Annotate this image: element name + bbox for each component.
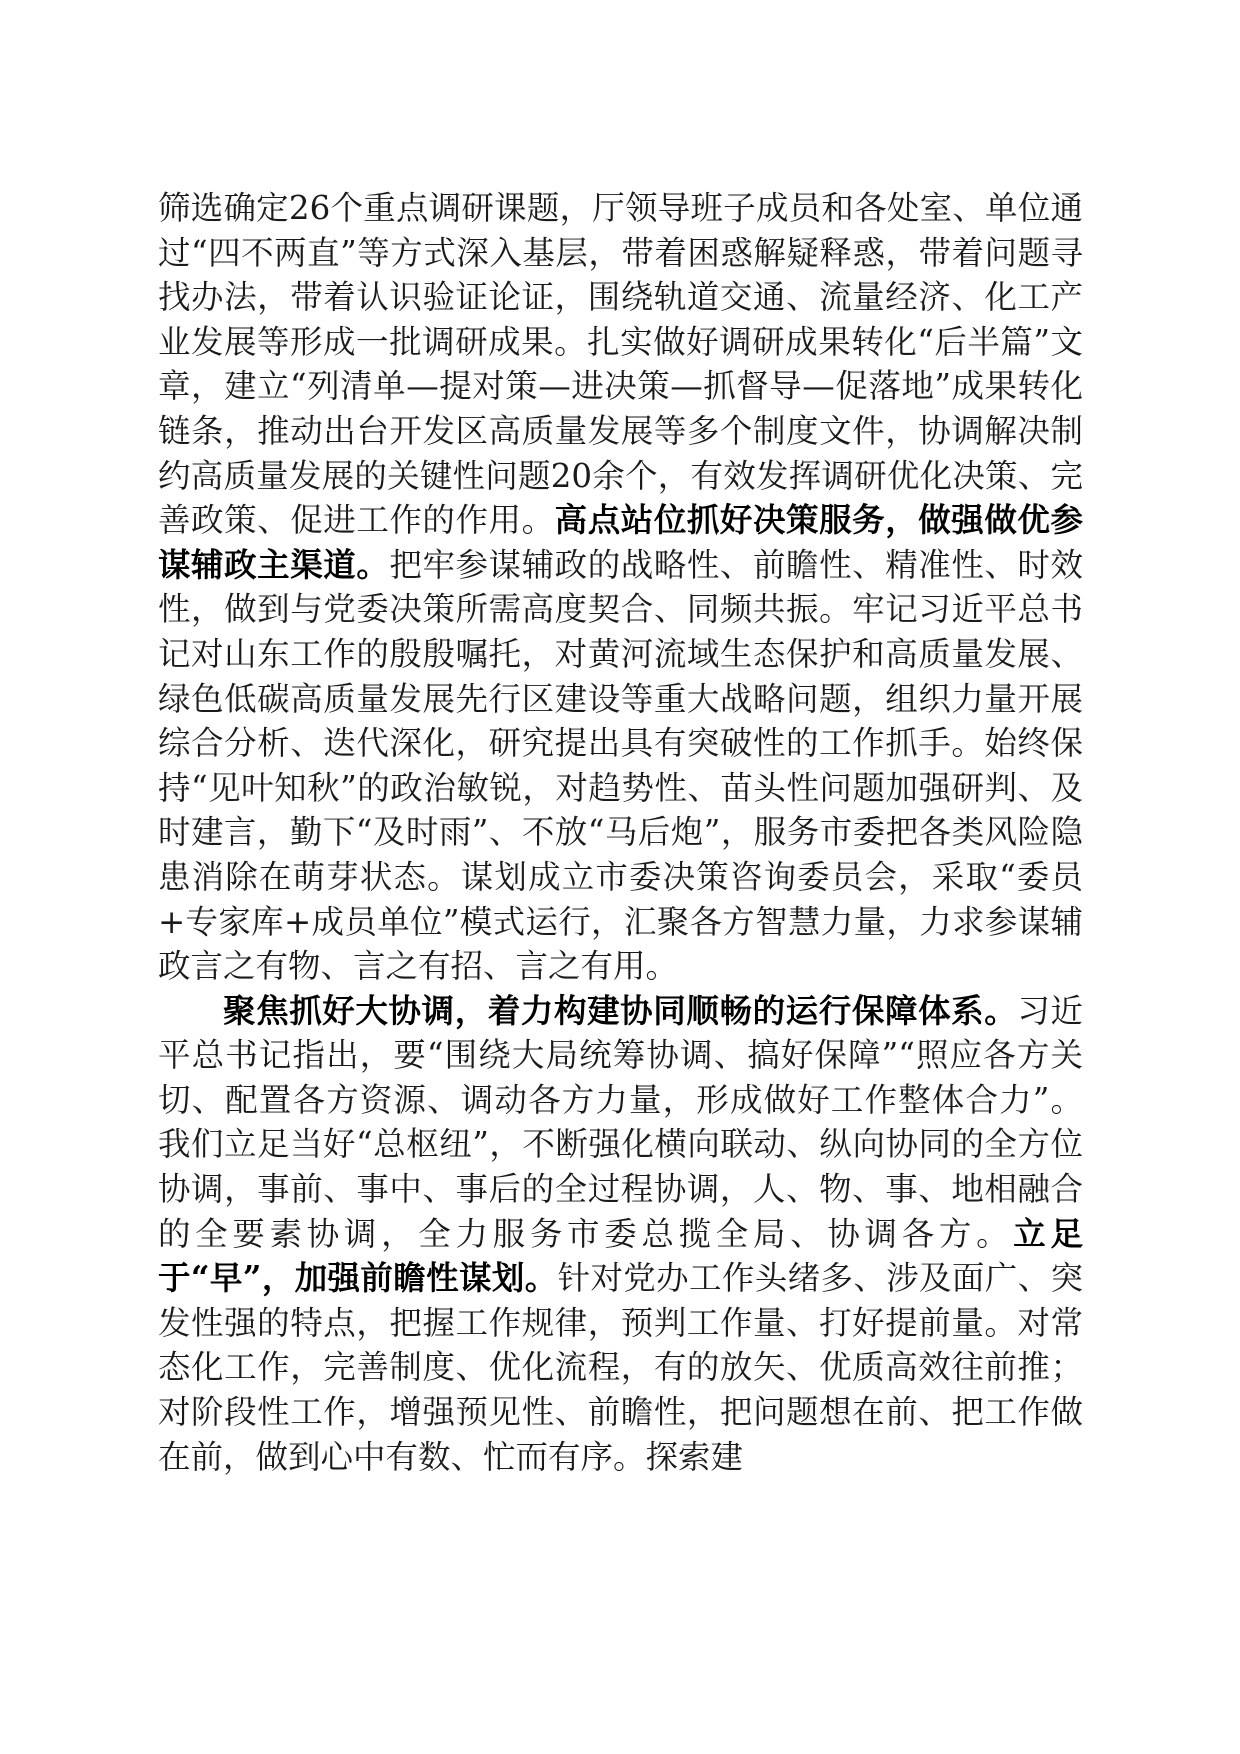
- text-run: 针对党办工作头绪多、涉及面广、突发性强的特点，把握工作规律，预判工作量、打好提前量。对常态化工作，完善制度、优化流程，有的放矢、优质高效往前推；对阶段性工作，增强预见性、前瞻性，把问题想在前、把工作做在前，做到心中有数、忙而有序。探索建: [158, 1259, 1083, 1476]
- document-body: [158, 186, 1083, 1479]
- paragraph-coordination-system: [158, 989, 1083, 1480]
- paragraph-research-and-decision-service: [158, 186, 1083, 989]
- text-run: 筛选确定26个重点调研课题，厅领导班子成员和各处室、单位通过“四不两直”等方式深入基层，带着困惑解疑释惑，带着问题寻找办法，带着认识验证论证，围绕轨道交通、流量经济、化工产业发展等形成一批调研成果。扎实做好调研成果转化“后半篇”文章，建立“列清单—提对策—进决策—抓督导—促落地”成果转化链条，推动出台开发区高质量发展等多个制度文件，协调解决制约高质量发展的关键性问题20余个，有效发挥调研优化决策、完善政策、促进工作的作用。: [158, 189, 1083, 540]
- bold-heading-early-planning: 立足于“早”，加强前瞻性谋划。: [158, 1213, 1083, 1298]
- text-run: 习近平总书记指出，要“围绕大局统筹协调、搞好保障”“照应各方关切、配置各方资源、调动各方力量，形成做好工作整体合力”。我们立足当好“总枢纽”，不断强化横向联动、纵向协同的全方位协调，事前、事中、事后的全过程协调，人、物、事、地相融合的全要素协调，全力服务市委总揽全局、协调各方。: [158, 991, 1083, 1253]
- bold-heading-coordination: 聚焦抓好大协调，着力构建协同顺畅的运行保障体系。: [223, 990, 1018, 1030]
- bold-heading-decision-service: 高点站位抓好决策服务，做强做优参谋辅政主渠道。: [158, 500, 1083, 584]
- text-run: 把牢参谋辅政的战略性、前瞻性、精准性、时效性，做到与党委决策所需高度契合、同频共振。牢记习近平总书记对山东工作的殷殷嘱托，对黄河流域生态保护和高质量发展、绿色低碳高质量发展先行区建设等重大战略问题，组织力量开展综合分析、迭代深化，研究提出具有突破性的工作抓手。始终保持“见叶知秋”的政治敏锐，对趋势性、苗头性问题加强研判、及时建言，勤下“及时雨”、不放“马后炮”，服务市委把各类风险隐患消除在萌芽状态。谋划成立市委决策咨询委员会，采取“委员+专家库+成员单位”模式运行，汇聚各方智慧力量，力求参谋辅政言之有物、言之有招、言之有用。: [158, 545, 1083, 986]
